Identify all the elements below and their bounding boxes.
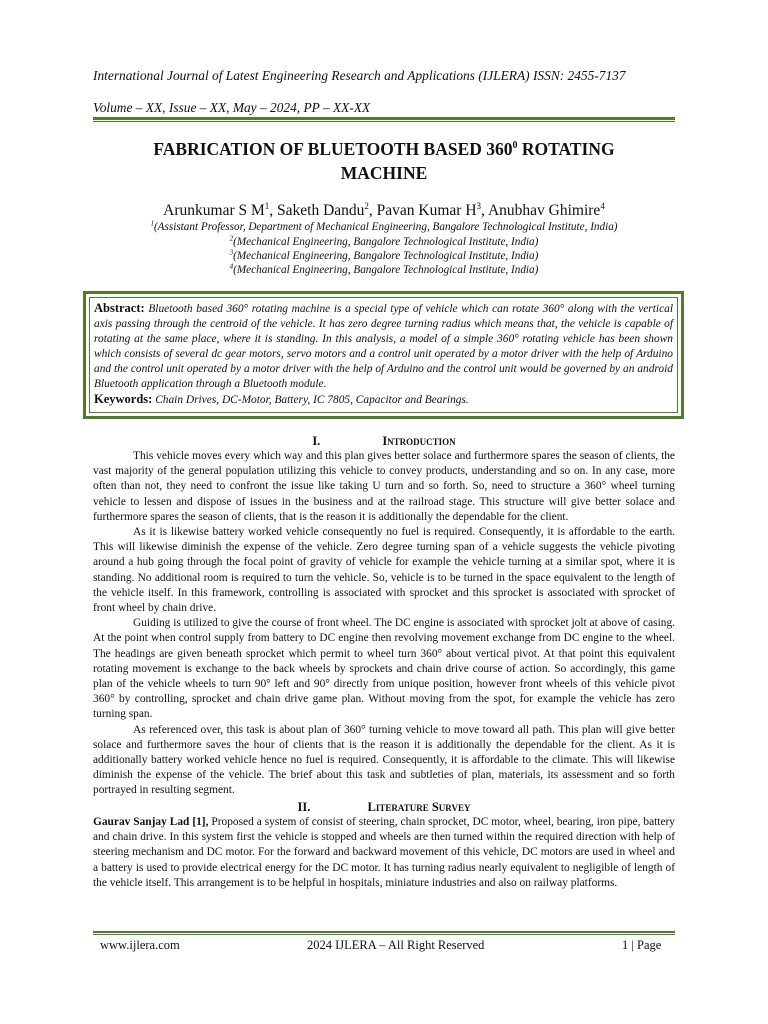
affiliation-3 xyxy=(93,249,675,263)
author-separator: , xyxy=(368,202,377,219)
abstract-box xyxy=(83,291,684,419)
affiliation-1-mark: 1 xyxy=(150,219,154,228)
affiliation-2-text: (Mechanical Engineering, Bangalore Technological Institute, India) xyxy=(233,236,539,248)
author-1: Arunkumar S M xyxy=(163,202,265,219)
abstract-label: Abstract: xyxy=(94,301,145,315)
section-number: I. xyxy=(312,434,321,448)
header-rule-thick xyxy=(93,117,675,120)
author-list xyxy=(93,201,675,221)
abstract-inner xyxy=(89,297,678,413)
author-1-mark: 1 xyxy=(264,200,270,211)
affiliation-2-mark: 2 xyxy=(229,234,234,243)
section-number: II. xyxy=(297,800,311,814)
affiliation-2 xyxy=(93,235,675,249)
affiliation-1-text: (Assistant Professor, Department of Mechanical Engineering, Bangalore Technological Institute, India) xyxy=(153,221,618,233)
author-4: Anubhav Ghimire xyxy=(487,202,601,219)
introduction-body xyxy=(93,449,675,799)
intro-paragraph-4: As referenced over, this task is about plan of 360° turning vehicle to move toward all path. This plan will give better solace and furthermore saves the hour of clients that is the reason it is additionally the dependable for the client. As it is additionally battery worked vehicle hence no fuel is required. Consequently, it is affordable to the climate. This will likewise diminish the expense of the vehicle. The brief about this task and subtleties of plan, materials, its assessment and so forth portrayed in resulting segment. xyxy=(93,723,675,797)
section-title: Literature Survey xyxy=(367,800,471,814)
footer-copyright: 2024 IJLERA – All Right Reserved xyxy=(307,938,485,952)
section-heading-literature-survey xyxy=(93,800,675,815)
keywords-text: Chain Drives, DC-Motor, Battery, IC 7805, Capacitor and Bearings. xyxy=(155,394,469,406)
keywords-label: Keywords: xyxy=(94,392,153,406)
author-2: Saketh Dandu xyxy=(277,202,365,219)
paper-title xyxy=(93,137,675,185)
intro-paragraph-1: This vehicle moves every which way and this plan gives better solace and furthermore spares the season of clients, the vast majority of the general population utilizing this vehicle to convey products, understanding and so on. In any case, more often than not, they need to confront the issue like taking U turn and so forth. So, need to structure a 360° wheel turning vehicle to lessen and dispose of issues in the business and at the railroad stage. This structure will give better solace and furthermore spares the season of clients, that is the reason it is additionally the dependable for the client. xyxy=(93,450,675,523)
abstract-text: Bluetooth based 360° rotating machine is a special type of vehicle which can rotate 360° along with the vertical axis passing through the centroid of the vehicle. It has zero degree turning radius which means that, the vehicle is capable of rotating at the same place, where it is standing. In this analysis, a model of a simple 360° rotating vehicle has been shown which consists of several dc gear motors, servo motors and a control unit operated by a motor driver with the help of Arduino and the control unit operated by a motor driver with the help of Arduino and the control unit would be governed by an android Bluetooth application through a Bluetooth module. xyxy=(94,303,673,390)
literature-citation-lead: Gaurav Sanjay Lad [1], xyxy=(93,816,209,828)
literature-paragraph-1 xyxy=(93,815,675,891)
journal-header: International Journal of Latest Engineering Research and Applications (IJLERA) ISSN: 2455-7137 xyxy=(93,68,626,83)
keywords-line xyxy=(94,392,673,408)
abstract-paragraph xyxy=(94,301,673,392)
section-title: Introduction xyxy=(382,434,456,448)
affiliation-3-mark: 3 xyxy=(229,248,234,257)
affiliation-4-text: (Mechanical Engineering, Bangalore Technological Institute, India) xyxy=(233,264,539,276)
affiliation-4 xyxy=(93,263,675,277)
author-3: Pavan Kumar H xyxy=(376,202,477,219)
affiliation-4-mark: 4 xyxy=(229,262,234,271)
footer-website-link[interactable]: www.ijlera.com xyxy=(100,938,180,952)
section-heading-introduction xyxy=(93,434,675,449)
intro-paragraph-3: Guiding is utilized to give the course of front wheel. The DC engine is associated with sprocket jolt at above of casing. At the point when control supply from battery to DC engine then revolving movement exchange from DC engine to the wheel. The headings are given beneath sprocket which permit to wheel turn 360° about vertical pivot. At that point this equivalent rotating movement is exchange to the back wheels by sprockets and chain drive course of action. So accordingly, this game plan of the vehicle wheels to turn 90° left and 90° directly from unique position, however front wheels of this vehicle pivot 360° by controlling, sprocket and chain drive game plan. Without moving from the spot, for example the vehicle has zero turning span. xyxy=(93,617,675,721)
title-line2: MACHINE xyxy=(340,163,428,183)
affiliation-1 xyxy=(93,220,675,234)
footer-page-number: 1 | Page xyxy=(622,938,662,952)
footer-rule-thick xyxy=(93,931,675,933)
literature-body xyxy=(93,815,675,891)
literature-text: Proposed a system of consist of steering, chain sprocket, DC motor, wheel, bearing, iron pipe, battery and chain drive. In this system first the vehicle is stopped and wheels are then turned within the required direction with help of steering mechanism and DC motor. For the forward and backward movement of this vehicle, DC motors are used in wheel and a battery is used to provide electrical energy for the DC motor. It has turning radius nearly equivalent to negligible of length of the vehicle itself. This arrangement is to be helpful in hospitals, miniature industries and also on railway platforms. xyxy=(93,816,676,889)
volume-header: Volume – XX, Issue – XX, May – 2024, PP – XX-XX xyxy=(93,100,371,115)
author-2-mark: 2 xyxy=(364,200,369,211)
author-3-mark: 3 xyxy=(476,200,482,211)
author-separator: , xyxy=(269,202,278,219)
author-separator: , xyxy=(481,202,488,219)
intro-paragraph-2: As it is likewise battery worked vehicle consequently no fuel is required. Consequently, it is affordable to the earth. This will likewise diminish the expense of the vehicle. Zero degree turning span of a vehicle suggests the vehicle pivoting around a hub going through the focal point of gravity of vehicle for example the vehicle turning at a similar spot, where it is standing. No additional room is required to turn the vehicle. So, vehicle is to be turned in the space equivalent to the length of the vehicle itself. In this framework, controlling is associated with sprocket and this sprocket is associated with sprocket of front wheel by chain drive. xyxy=(93,526,675,615)
author-4-mark: 4 xyxy=(600,200,605,211)
affiliation-3-text: (Mechanical Engineering, Bangalore Technological Institute, India) xyxy=(233,250,539,262)
title-superscript: 0 xyxy=(512,140,518,152)
header-rule-thin xyxy=(93,121,675,122)
footer-rule-thin xyxy=(93,934,675,935)
title-line1: FABRICATION OF BLUETOOTH BASED 360 xyxy=(153,139,513,159)
title-line1-end: ROTATING xyxy=(517,139,615,159)
